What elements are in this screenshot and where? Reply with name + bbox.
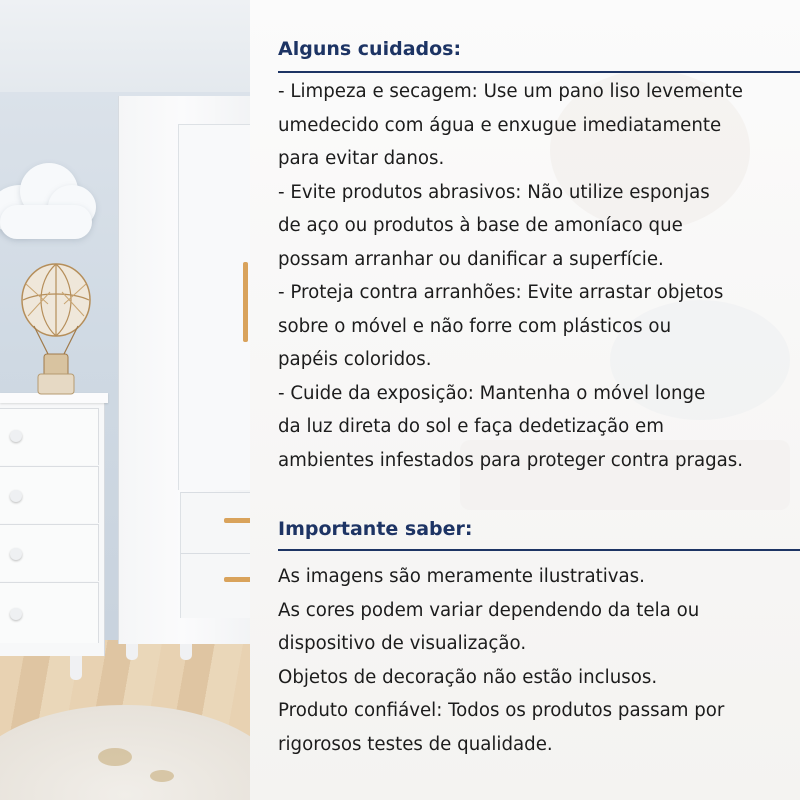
text-line: - Proteja contra arranhões: Evite arrastar objetos	[278, 282, 724, 303]
drawer-knob	[10, 548, 22, 560]
section-divider	[278, 71, 800, 73]
section-title-importante: Importante saber:	[278, 518, 473, 540]
drawer-knob	[10, 430, 22, 442]
wardrobe-door	[178, 124, 250, 490]
text-line: Objetos de decoração não estão inclusos.	[278, 666, 658, 688]
cloud-shelf-icon	[0, 155, 100, 240]
hot-air-balloon-icon	[20, 262, 92, 402]
text-line: rigorosos testes de qualidade.	[278, 733, 553, 755]
text-line: dispositivo de visualização.	[278, 633, 527, 654]
text-line: da luz direta do sol e faça dedetização em	[278, 416, 664, 437]
text-line: para evitar danos.	[278, 148, 445, 169]
wardrobe-foot	[180, 644, 192, 660]
text-line: sobre o móvel e não forre com plásticos ou	[278, 315, 672, 337]
text-line: de aço ou produtos à base de amoníaco que	[278, 215, 683, 236]
text-line: possam arranhar ou danificar a superfície.	[278, 248, 664, 270]
text-line: ambientes infestados para proteger contra pragas.	[278, 449, 744, 471]
text-line: umedecido com água e enxugue imediatamente	[278, 114, 722, 136]
rug-pattern	[98, 748, 132, 766]
wardrobe-foot	[126, 644, 138, 660]
drawer-knob	[10, 608, 22, 620]
text-line: - Limpeza e secagem: Use um pano liso levemente	[278, 81, 743, 102]
text-line: - Evite produtos abrasivos: Não utilize esponjas	[278, 181, 710, 203]
importante-list	[278, 560, 724, 761]
section-divider	[278, 549, 800, 551]
drawer-handle	[224, 518, 250, 523]
text-line: Produto confiável: Todos os produtos passam por	[278, 700, 725, 721]
dresser-foot	[70, 656, 82, 680]
info-panel	[250, 0, 800, 800]
cuidados-list	[278, 75, 743, 477]
wardrobe-drawer	[180, 553, 250, 618]
text-line: papéis coloridos.	[278, 349, 432, 370]
product-photo	[0, 0, 250, 800]
text-line: As imagens são meramente ilustrativas.	[278, 566, 645, 587]
wardrobe-handle	[243, 262, 248, 342]
text-line: - Cuide da exposição: Mantenha o móvel longe	[278, 382, 706, 404]
rug-pattern	[150, 770, 174, 782]
ceiling	[0, 0, 250, 92]
section-title-cuidados: Alguns cuidados:	[278, 38, 462, 60]
drawer-knob	[10, 490, 22, 502]
drawer-handle	[224, 577, 250, 582]
text-line: As cores podem variar dependendo da tela ou	[278, 599, 700, 621]
